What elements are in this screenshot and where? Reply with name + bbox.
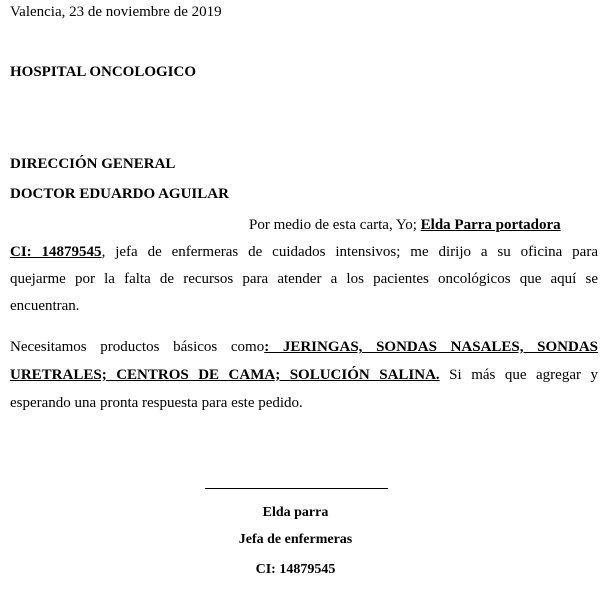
paragraph-1-line-4: encuentran. (10, 298, 80, 314)
paragraph-1-line-1 (249, 216, 561, 234)
recipient-name: DOCTOR EDUARDO AGUILAR (10, 186, 229, 202)
paragraph-2-line-2 (10, 366, 598, 384)
paragraph-1-line-2 (10, 243, 598, 261)
signature-id: CI: 14879545 (255, 562, 336, 577)
sender-role-text: , jefa de enfermeras de cuidados intensivos; me dirijo a su oficina para (101, 244, 598, 260)
supplies-list-part-2: URETRALES; CENTROS DE CAMA; SOLUCIÓN SALINA. (10, 367, 440, 383)
signature-name: Elda parra (262, 505, 329, 520)
paragraph-2-line-3: esperando una pronta respuesta para este pedido. (10, 395, 303, 411)
letter-date: Valencia, 23 de noviembre de 2019 (10, 4, 222, 20)
paragraph-2-line-1 (10, 338, 598, 356)
signature-line (205, 488, 388, 489)
recipient-organization: HOSPITAL ONCOLOGICO (10, 64, 197, 80)
paragraph-1-line-3: quejarme por la falta de recursos para atender a los pacientes oncológicos que aquí se (10, 271, 598, 287)
sender-name: Elda Parra portadora (420, 217, 561, 233)
recipient-department: DIRECCIÓN GENERAL (10, 156, 176, 172)
request-intro: Necesitamos productos básicos como (10, 339, 265, 355)
supplies-list-part-1: : JERINGAS, SONDAS NASALES, SONDAS (264, 339, 598, 355)
intro-text: Por medio de esta carta, Yo; (249, 217, 421, 233)
closing-text: Si más que agregar y (439, 367, 598, 383)
sender-id: CI: 14879545 (10, 244, 102, 260)
signature-title: Jefa de enfermeras (238, 532, 353, 547)
